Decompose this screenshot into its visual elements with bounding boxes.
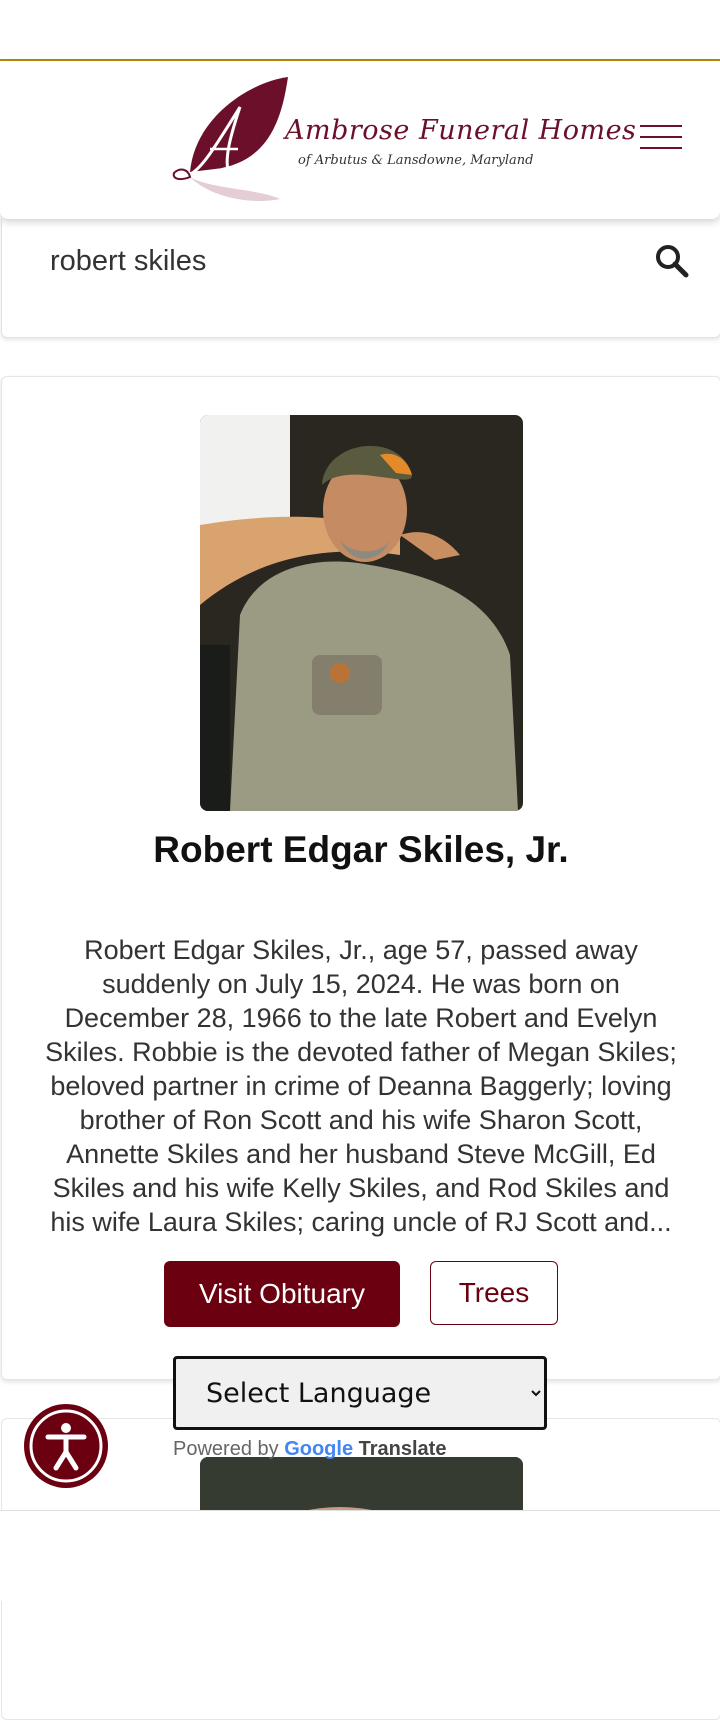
hamburger-menu-icon[interactable] bbox=[640, 121, 684, 153]
language-select[interactable] bbox=[173, 1356, 547, 1430]
powered-by-label: Powered by bbox=[173, 1438, 279, 1460]
trees-button[interactable]: Trees bbox=[430, 1261, 558, 1325]
search-icon[interactable] bbox=[652, 241, 692, 281]
site-header bbox=[0, 61, 720, 219]
google-logo: Google bbox=[284, 1438, 354, 1460]
logo-title: Ambrose Funeral Homes bbox=[285, 115, 637, 146]
google-translate-attribution bbox=[173, 1438, 446, 1461]
accessibility-person-icon[interactable] bbox=[24, 1404, 108, 1488]
visit-obituary-button[interactable]: Visit Obituary bbox=[164, 1261, 400, 1327]
bottom-bar bbox=[0, 1510, 720, 1601]
site-logo[interactable] bbox=[170, 77, 637, 207]
obituary-card bbox=[1, 376, 720, 1380]
search-input[interactable] bbox=[50, 241, 610, 281]
translate-link[interactable]: Translate bbox=[358, 1438, 447, 1460]
obituary-excerpt: Robert Edgar Skiles, Jr., age 57, passed away suddenly on July 15, 2024. He was born on December 28, 1966 to the late Robert and Evelyn Skiles. Robbie is the devoted father of Megan Skiles; beloved partner in crime of Deanna Baggerly; loving brother of Ron Scott and his wife Sharon Scott, Annette Skiles and her husband Steve McGill, Ed Skiles and his wife Kelly Skiles, and Rod Skiles and his wife Laura Skiles; caring uncle of RJ Scott and... bbox=[45, 935, 677, 1237]
obituary-photo[interactable] bbox=[200, 415, 523, 811]
search-panel bbox=[1, 219, 720, 338]
logo-subtitle: of Arbutus & Lansdowne, Maryland bbox=[298, 153, 534, 168]
leaf-a-monogram-icon bbox=[170, 77, 300, 207]
obituary-name[interactable]: Robert Edgar Skiles, Jr. bbox=[153, 829, 569, 870]
